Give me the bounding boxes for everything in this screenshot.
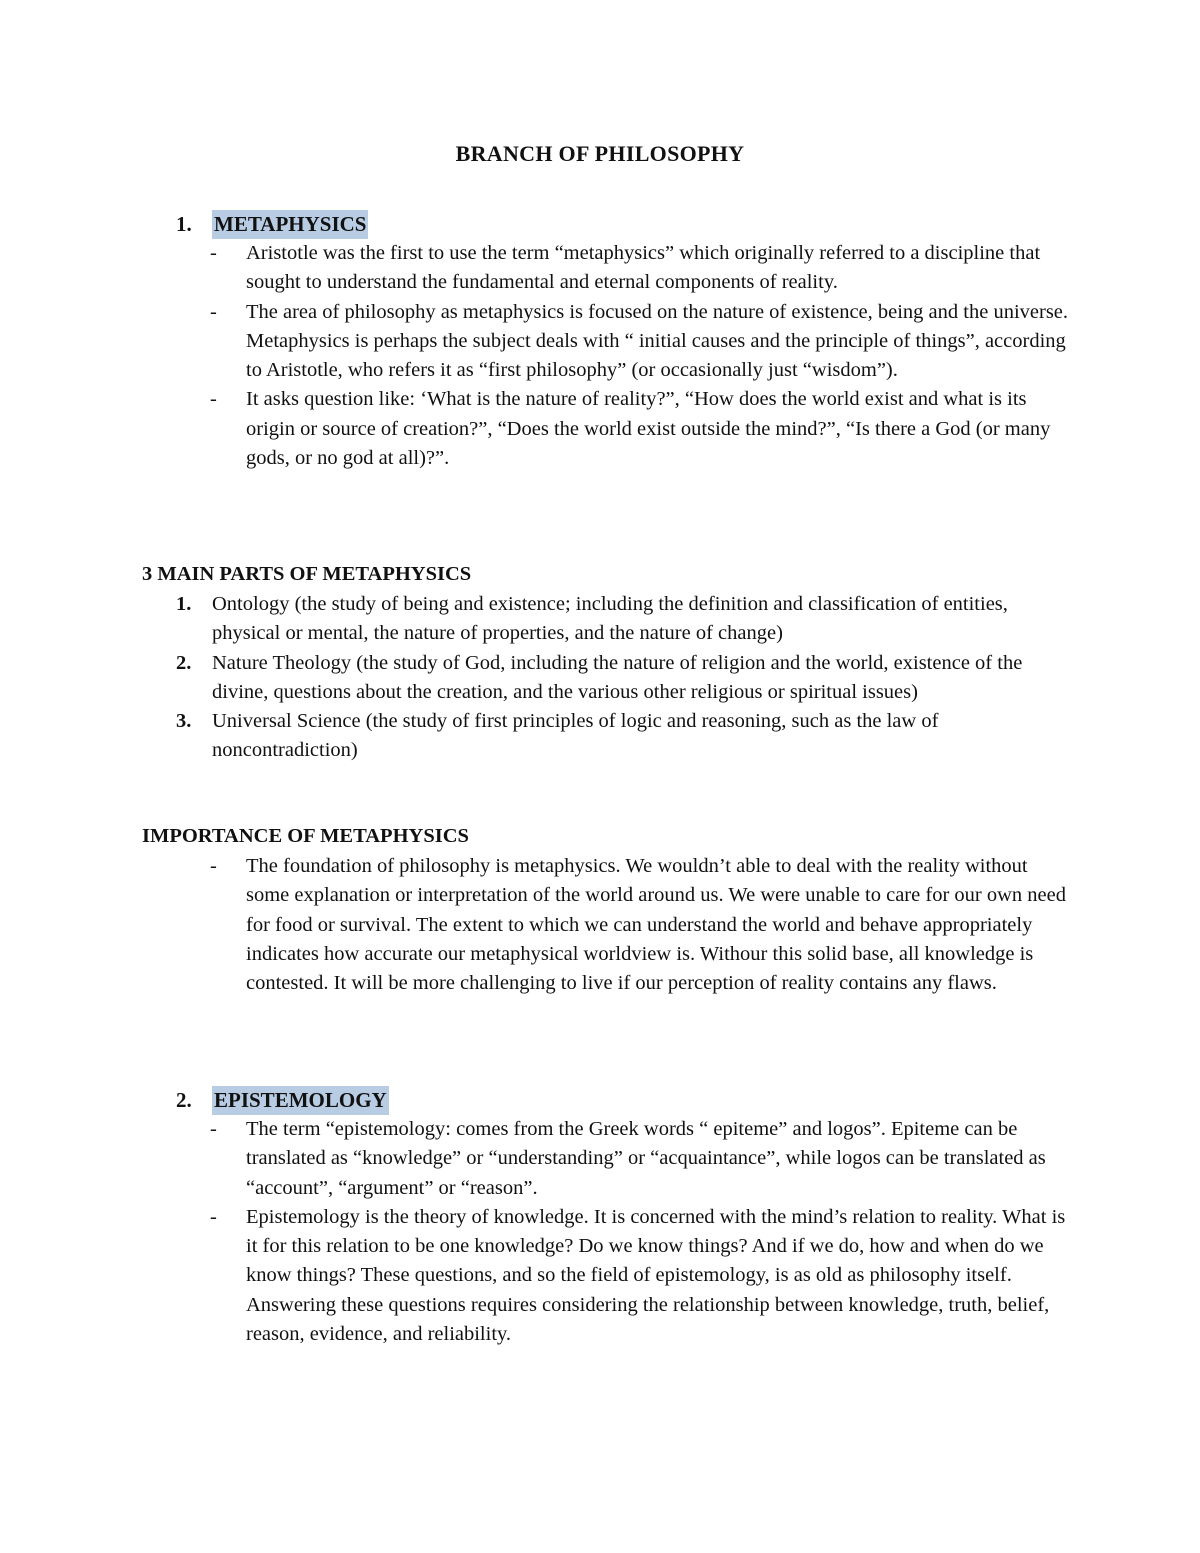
dash-marker: - <box>210 300 217 323</box>
list-item <box>176 707 1076 766</box>
epistemology-bullet-list <box>210 1115 1070 1349</box>
highlighted-heading: EPISTEMOLOGY <box>212 1086 389 1115</box>
importance-bullet-list <box>210 852 1070 998</box>
dash-marker: - <box>210 855 217 877</box>
list-item <box>210 298 1070 386</box>
list-item <box>210 852 1070 998</box>
item-number: 3. <box>176 710 192 733</box>
list-item-text: It asks question like: ‘What is the nature of reality?”, “How does the world exist and what is its origin or source of creation?”, “Does the world exist outside the mind?”, “Is there a God (or many gods, or no god at all)?”. <box>246 388 1051 470</box>
main-parts-heading: 3 MAIN PARTS OF METAPHYSICS <box>142 563 472 585</box>
list-item-text: Ontology (the study of being and existence; including the definition and classification of entities, physical or mental, the nature of properties, and the nature of change) <box>212 593 1008 645</box>
item-number: 1. <box>176 593 192 615</box>
list-item <box>210 1203 1070 1349</box>
list-item <box>210 239 1070 298</box>
section-number: 2. <box>176 1088 192 1112</box>
main-parts-list <box>176 590 1076 766</box>
page-title: BRANCH OF PHILOSOPHY <box>455 141 745 166</box>
list-item-text: Epistemology is the theory of knowledge. It is concerned with the mind’s relation to reality. What is it for this relation to be one knowledge? Do we know things? And if we do, how and when do we know things? These questions, and so the field of epistemology, is as old as philosophy itself. Answering these questions requires considering the relationship between knowledge, truth, belief, reason, evidence, and reliability. <box>246 1205 1066 1346</box>
dash-marker: - <box>210 1118 217 1140</box>
list-item-text: The term “epistemology: comes from the Greek words “ epiteme” and logos”. Epiteme can be translated as “knowledge” or “understanding” or “acquaintance”, while logos can be translated as “account”, “argument” or “reason”. <box>246 1118 1046 1199</box>
dash-marker: - <box>210 242 217 264</box>
list-item-text: The foundation of philosophy is metaphysics. We wouldn’t able to deal with the reality without some explanation or interpretation of the world around us. We were unable to care for our own need for food or survival. The extent to which we can understand the world and behave appropriately indicates how accurate our metaphysical worldview is. Withour this solid base, all knowledge is contested. It will be more challenging to live if our perception of reality contains any flaws. <box>246 855 1066 995</box>
list-item <box>176 649 1076 708</box>
item-number: 2. <box>176 651 192 674</box>
section-number: 1. <box>176 212 192 236</box>
list-item <box>210 1115 1070 1203</box>
importance-heading: IMPORTANCE OF METAPHYSICS <box>142 825 469 847</box>
list-item-text: Universal Science (the study of first principles of logic and reasoning, such as the law of noncontradiction) <box>212 710 939 762</box>
list-item <box>210 385 1070 473</box>
list-item <box>176 590 1076 649</box>
metaphysics-bullet-list <box>210 239 1070 473</box>
dash-marker: - <box>210 1205 217 1228</box>
list-item-text: The area of philosophy as metaphysics is focused on the nature of existence, being and the universe. Metaphysics is perhaps the subject deals with “ initial causes and the principle of things”, according to Aristotle, who refers it as “first philosophy” (or occasionally just “wisdom”). <box>246 300 1069 382</box>
highlighted-heading: METAPHYSICS <box>212 210 368 239</box>
list-item-text: Aristotle was the first to use the term “metaphysics” which originally referred to a discipline that sought to understand the fundamental and eternal components of reality. <box>246 242 1041 294</box>
dash-marker: - <box>210 388 217 411</box>
list-item-text: Nature Theology (the study of God, including the nature of religion and the world, existence of the divine, questions about the creation, and the various other religious or spiritual issues) <box>212 651 1023 703</box>
